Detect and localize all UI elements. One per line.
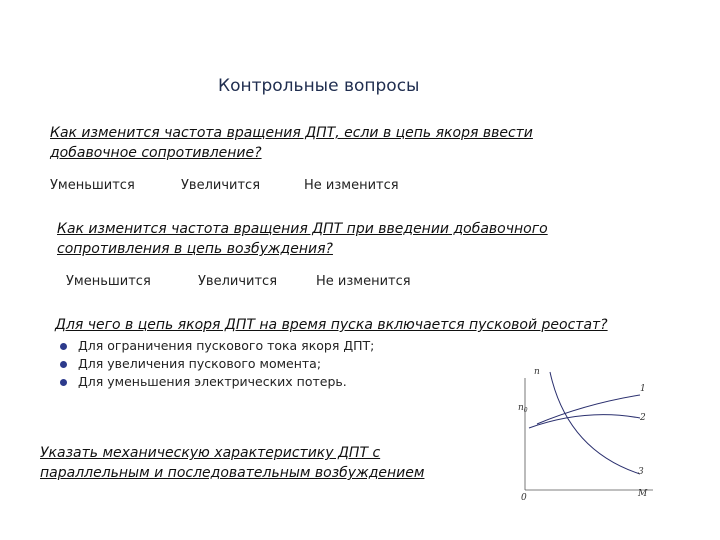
- curve-3: [550, 372, 640, 474]
- q3-answer-3-label: Для уменьшения электрических потерь.: [78, 374, 347, 389]
- curve-2-label: 2: [640, 413, 646, 423]
- q2-option-decrease[interactable]: Уменьшится: [66, 274, 151, 289]
- bullet-icon: [60, 379, 67, 386]
- q3-answer-1-label: Для ограничения пускового тока якоря ДПТ;: [78, 338, 375, 353]
- q1-option-decrease[interactable]: Уменьшится: [50, 178, 135, 193]
- question-4-text: Указать механическую характеристику ДПТ с параллельным и последовательным возбуждением: [40, 445, 425, 481]
- question-3-answers: [58, 337, 374, 391]
- y-axis-label: n: [534, 367, 540, 377]
- q3-answer-2-label: Для увеличения пускового момента;: [78, 356, 322, 371]
- question-3-text: Для чего в цепь якоря ДПТ на время пуска включается пусковой реостат?: [55, 317, 608, 333]
- q1-option-increase[interactable]: Увеличится: [181, 178, 261, 193]
- curve-3-label: 3: [638, 467, 644, 477]
- curve-1-label: 1: [640, 384, 646, 394]
- curve-2: [529, 415, 640, 428]
- question-2-text: Как изменится частота вращения ДПТ при введении добавочного сопротивления в цепь возбуждения?: [57, 221, 548, 257]
- mechanical-characteristic-graph: [505, 360, 665, 505]
- bullet-icon: [60, 343, 67, 350]
- n0-label: $n_0$: [518, 403, 528, 414]
- question-1-text: Как изменится частота вращения ДПТ, если в цепь якоря ввести добавочное сопротивление?: [50, 125, 533, 161]
- origin-label: 0: [521, 493, 527, 503]
- q3-answer-2[interactable]: [58, 355, 374, 373]
- q2-option-no-change[interactable]: Не изменится: [316, 274, 411, 289]
- q1-option-no-change[interactable]: Не изменится: [304, 178, 399, 193]
- q3-answer-3[interactable]: [58, 373, 374, 391]
- bullet-icon: [60, 361, 67, 368]
- x-axis-label: M: [638, 489, 648, 499]
- slide-title: Контрольные вопросы: [218, 76, 420, 96]
- q2-option-increase[interactable]: Увеличится: [198, 274, 278, 289]
- curve-1: [537, 395, 640, 424]
- q3-answer-1[interactable]: [58, 337, 374, 355]
